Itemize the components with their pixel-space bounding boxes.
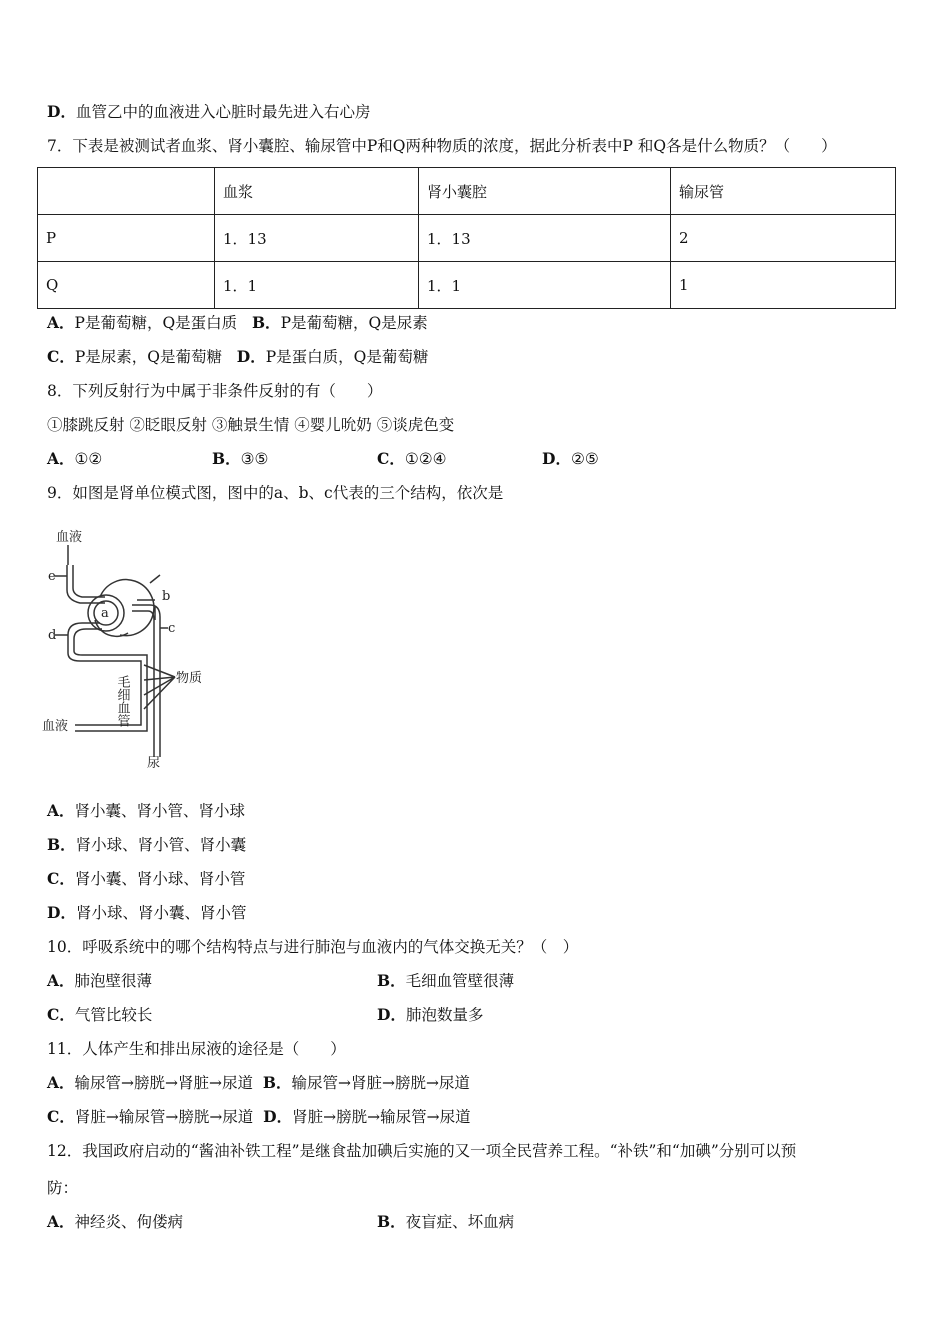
q10-option-a — [47, 971, 152, 991]
q6-option-d — [47, 102, 370, 122]
option-text: 气管比较长 — [74, 1006, 153, 1024]
q8-option-b — [212, 449, 268, 469]
option-text: 肾脏→输尿管→膀胱→尿道 — [74, 1108, 254, 1126]
nephron-diagram — [40, 525, 220, 770]
option-text: 肾小球、肾小囊、肾小管 — [75, 904, 247, 922]
table-cell — [38, 168, 215, 215]
q8-option-c — [377, 449, 447, 469]
option-letter: B． — [262, 1073, 292, 1092]
option-text: P是葡萄糖，Q是蛋白质 — [74, 314, 238, 332]
q11-options-ab — [47, 1073, 470, 1093]
option-letter: C． — [377, 449, 405, 468]
option-letter: C． — [47, 1107, 75, 1126]
option-text: ①② — [74, 450, 103, 468]
table-row — [38, 215, 896, 262]
label-e: e — [48, 569, 56, 584]
label-c: c — [168, 621, 176, 636]
q8-option-d — [542, 449, 599, 469]
label-a: a — [101, 606, 109, 621]
option-letter: D． — [542, 449, 571, 468]
label-blood-out: 血液 — [42, 719, 69, 734]
q8-stem: 8．下列反射行为中属于非条件反射的有（ ） — [47, 382, 383, 400]
label-b: b — [162, 589, 171, 604]
option-letter: C． — [47, 869, 75, 888]
option-letter: D． — [377, 1005, 406, 1024]
q8-option-a — [47, 449, 102, 469]
option-letter: A． — [47, 1212, 75, 1231]
option-text: 肾小球、肾小管、肾小囊 — [75, 836, 247, 854]
q10-stem: 10．呼吸系统中的哪个结构特点与进行肺泡与血液内的气体交换无关？（ ） — [47, 938, 579, 956]
label-d: d — [48, 628, 57, 643]
concentration-table — [37, 167, 896, 309]
table-cell: 输尿管 — [671, 168, 896, 215]
option-text: 肾小囊、肾小球、肾小管 — [74, 870, 246, 888]
option-text: 肺泡数量多 — [405, 1006, 484, 1024]
option-text: 夜盲症、坏血病 — [405, 1213, 515, 1231]
table-cell: 1．13 — [215, 215, 419, 262]
option-letter: B． — [377, 1212, 406, 1231]
table-header-row — [38, 168, 896, 215]
table-cell: 1 — [671, 262, 896, 309]
q9-option-b — [47, 835, 246, 855]
option-letter: B． — [212, 449, 241, 468]
option-letter: D． — [236, 347, 266, 366]
q10-option-b — [377, 971, 514, 991]
q11-stem: 11．人体产生和排出尿液的途径是（ ） — [47, 1040, 346, 1058]
option-letter: B． — [251, 313, 281, 332]
option-text: 神经炎、佝偻病 — [74, 1213, 184, 1231]
option-letter: C． — [47, 347, 75, 366]
option-letter: A． — [47, 449, 75, 468]
option-text: 输尿管→肾脏→膀胱→尿道 — [291, 1074, 470, 1092]
label-blood-in: 血液 — [56, 530, 83, 545]
table-cell: P — [38, 215, 215, 262]
option-letter: A． — [47, 313, 75, 332]
option-letter: A． — [47, 1073, 75, 1092]
table-cell: 2 — [671, 215, 896, 262]
option-text: 肾脏→膀胱→输尿管→尿道 — [292, 1108, 471, 1126]
q7-options-ab — [47, 313, 428, 333]
q10-option-c — [47, 1005, 152, 1025]
q9-option-c — [47, 869, 245, 889]
option-text: ①②④ — [404, 450, 447, 468]
option-letter: A． — [47, 971, 75, 990]
label-capillary: 毛细血管 — [114, 675, 130, 727]
table-cell: 肾小囊腔 — [419, 168, 671, 215]
option-text: 肺泡壁很薄 — [74, 972, 153, 990]
table-cell: 1．13 — [419, 215, 671, 262]
q10-option-d — [377, 1005, 483, 1025]
q8-items: ①膝跳反射 ②眨眼反射 ③触景生情 ④婴儿吮奶 ⑤谈虎色变 — [47, 416, 455, 434]
q12-option-b — [377, 1212, 514, 1232]
option-text: P是葡萄糖，Q是尿素 — [280, 314, 428, 332]
table-cell: 1．1 — [419, 262, 671, 309]
option-text: 血管乙中的血液进入心脏时最先进入右心房 — [75, 103, 371, 121]
option-letter: C． — [47, 1005, 75, 1024]
q9-option-a — [47, 801, 245, 821]
option-text: P是蛋白质，Q是葡萄糖 — [265, 348, 429, 366]
q9-stem: 9．如图是肾单位模式图，图中的a、b、c代表的三个结构，依次是 — [47, 484, 504, 502]
option-letter: D． — [263, 1107, 293, 1126]
q12-stem-cont: 防： — [47, 1179, 79, 1197]
option-letter: B． — [47, 835, 76, 854]
option-text: P是尿素，Q是葡萄糖 — [74, 348, 222, 366]
q7-stem: 7．下表是被测试者血浆、肾小囊腔、输尿管中P和Q两种物质的浓度，据此分析表中P 和Q各是什么物质？（ ） — [47, 137, 837, 155]
table-row — [38, 262, 896, 309]
option-text: 输尿管→膀胱→肾脏→尿道 — [74, 1074, 253, 1092]
q12-option-a — [47, 1212, 183, 1232]
q12-stem: 12．我国政府启动的“酱油补铁工程”是继食盐加碘后实施的又一项全民营养工程。“补铁”和“加碘”分别可以预 — [47, 1142, 797, 1160]
q11-options-cd — [47, 1107, 471, 1127]
q7-options-cd — [47, 347, 428, 367]
q9-option-d — [47, 903, 246, 923]
table-cell: Q — [38, 262, 215, 309]
label-urine: 尿 — [147, 756, 161, 770]
option-text: ②⑤ — [570, 450, 599, 468]
label-substance: 物质 — [176, 671, 203, 686]
option-letter: B． — [377, 971, 406, 990]
option-letter: D． — [47, 102, 76, 121]
option-letter: A． — [47, 801, 75, 820]
option-text: 毛细血管壁很薄 — [405, 972, 515, 990]
table-cell: 1．1 — [215, 262, 419, 309]
option-text: 肾小囊、肾小管、肾小球 — [74, 802, 246, 820]
table-cell: 血浆 — [215, 168, 419, 215]
option-letter: D． — [47, 903, 76, 922]
option-text: ③⑤ — [240, 450, 269, 468]
